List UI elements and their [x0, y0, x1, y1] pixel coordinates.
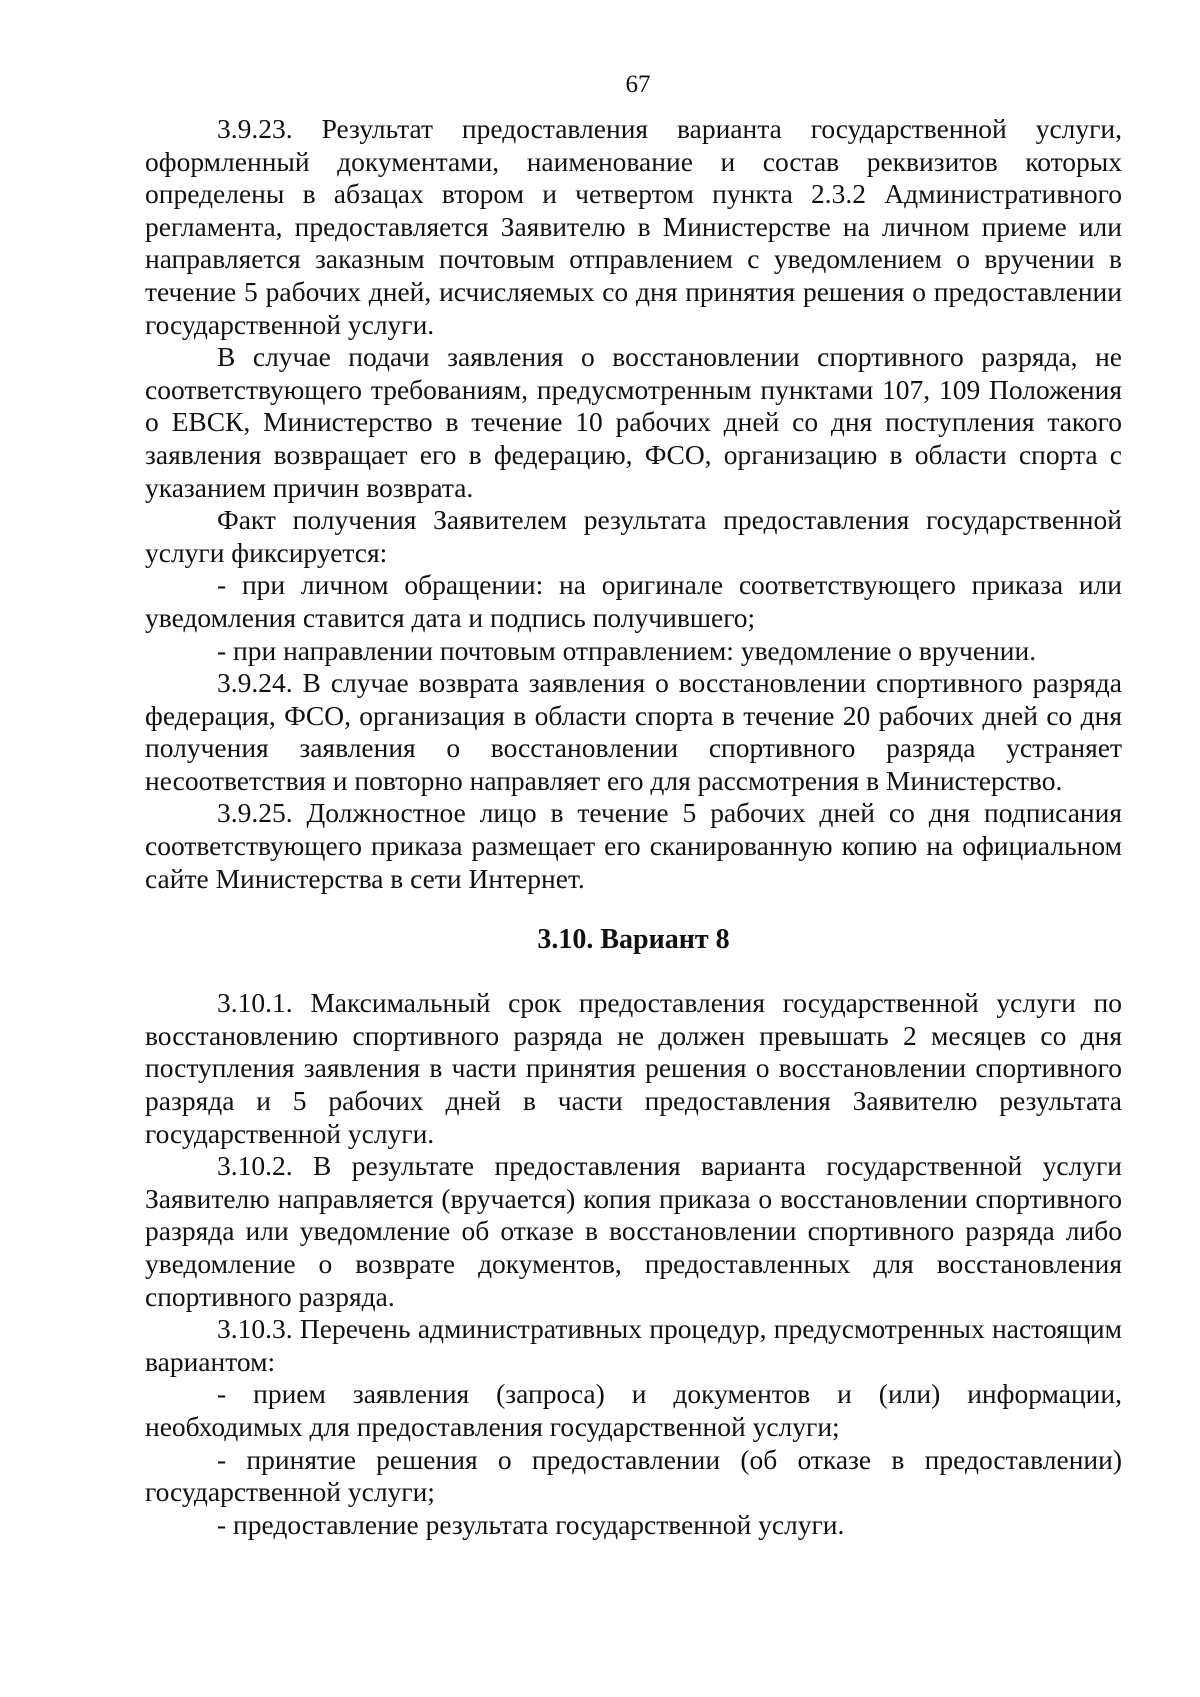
- paragraph-3-9-24: 3.9.24. В случае возврата заявления о восстановлении спортивного разряда федерация, ФСО, организация в области спорта в течение 20 рабочих дней со дня получения заявления о восстановлении спортивного разряда устраняет несоответствия и повторно направляет его для рассмотрения в Министерство.: [145, 667, 1122, 796]
- list-item-postal-delivery: - при направлении почтовым отправлением: уведомление о вручении.: [217, 634, 1037, 666]
- list-item-decision: - принятие решения о предоставлении (об отказе в предоставлении) государственной услуги;: [145, 1443, 1122, 1508]
- paragraph-3-10-2: 3.10.2. В результате предоставления варианта государственной услуги Заявителю направляется (вручается) копия приказа о восстановлении спортивного разряда или уведомление об отказе в восстановлении спортивного разряда либо уведомление о возврате документов, предоставленных для восстановления спортивного разряда.: [145, 1150, 1122, 1312]
- paragraph-3-9-23: 3.9.23. Результат предоставления варианта государственной услуги, оформленный документами, наименование и состав реквизитов которых определены в абзацах втором и четвертом пункта 2.3.2 Административного регламента, предоставляется Заявителю в Министерстве на личном приеме или направляется заказным почтовым отправлением с уведомлением о вручении в течение 5 рабочих дней, исчисляемых со дня принятия решения о предоставлении государственной услуги.: [145, 113, 1122, 340]
- paragraph-receipt-fixation: Факт получения Заявителем результата предоставления государственной услуги фиксируется:: [145, 504, 1122, 568]
- paragraph-3-10-1: 3.10.1. Максимальный срок предоставления государственной услуги по восстановлению спортивного разряда не должен превышать 2 месяцев со дня поступления заявления в части принятия решения о восстановлении спортивного разряда и 5 рабочих дней в части предоставления Заявителю результата государственной услуги.: [145, 987, 1122, 1149]
- list-item-application-intake: - прием заявления (запроса) и документов и (или) информации, необходимых для предоставления государственной услуги;: [145, 1378, 1122, 1442]
- paragraph-3-10-3: 3.10.3. Перечень административных процедур, предусмотренных настоящим вариантом:: [145, 1313, 1122, 1377]
- list-item-result-delivery: - предоставление результата государственной услуги.: [217, 1508, 845, 1540]
- paragraph-return-conditions: В случае подачи заявления о восстановлении спортивного разряда, не соответствующего требованиям, предусмотренным пунктами 107, 109 Положения о ЕВСК, Министерство в течение 10 рабочих дней со дня поступления такого заявления возвращает его в федерацию, ФСО, организацию в области спорта с указанием причин возврата.: [145, 341, 1122, 503]
- page-number: 67: [625, 71, 651, 98]
- paragraph-3-9-25: 3.9.25. Должностное лицо в течение 5 рабочих дней со дня подписания соответствующего приказа размещает его сканированную копию на официальном сайте Министерства в сети Интернет.: [145, 797, 1122, 894]
- section-heading: 3.10. Вариант 8: [537, 924, 730, 956]
- document-body: [145, 113, 1122, 1541]
- list-item-personal-visit: - при личном обращении: на оригинале соответствующего приказа или уведомления ставится дата и подпись получившего;: [145, 569, 1122, 633]
